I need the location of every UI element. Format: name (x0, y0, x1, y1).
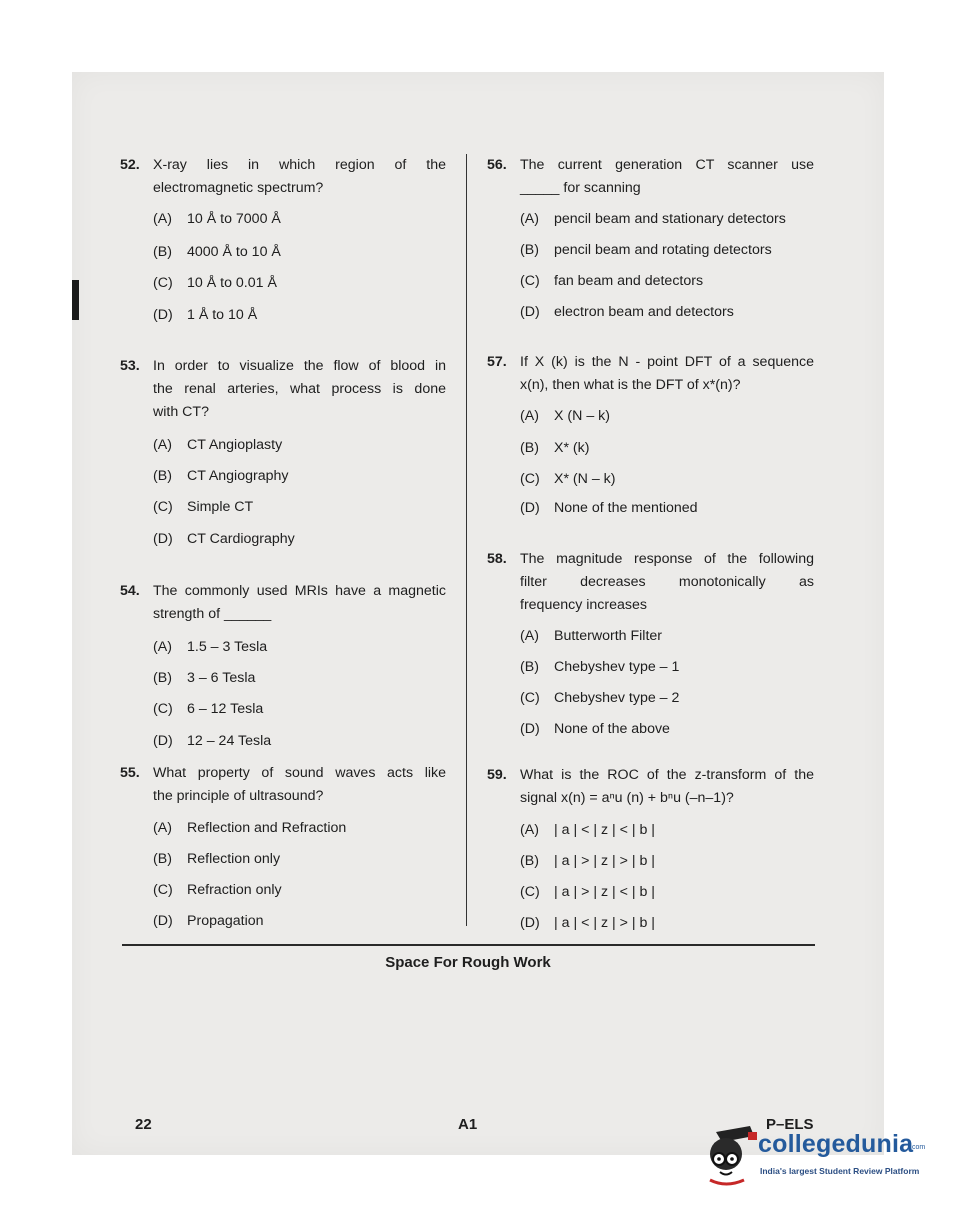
option-b: (B) pencil beam and rotating detectors (520, 242, 772, 258)
option-c: (C) | a | > | z | < | b | (520, 884, 655, 900)
option-a: (A) 10 Å to 7000 Å (153, 211, 281, 227)
option-a: (A) Butterworth Filter (520, 628, 663, 644)
question-line: frequency increases (520, 597, 647, 613)
option-c: (C) 10 Å to 0.01 Å (153, 275, 277, 291)
question-number: 55. (120, 765, 140, 781)
question-text (520, 351, 814, 397)
question-text (153, 580, 446, 626)
question-text (153, 355, 446, 424)
question-number: 58. (487, 551, 507, 567)
option-b: (B) X* (k) (520, 440, 590, 456)
bottom-rule (122, 944, 815, 946)
option-a: (A) | a | < | z | < | b | (520, 822, 655, 838)
question-text (153, 154, 446, 200)
question-line: the renal arteries, what process is done (153, 381, 446, 397)
rough-work-label: Space For Rough Work (385, 954, 551, 971)
question-number: 54. (120, 583, 140, 599)
option-b: (B) CT Angiography (153, 468, 289, 484)
question-line: signal x(n) = aⁿu (n) + bⁿu (–n–1)? (520, 790, 734, 806)
question-text (153, 762, 446, 808)
page-number: 22 (135, 1116, 152, 1133)
question-line: If X (k) is the N - point DFT of a sequence (520, 354, 814, 370)
question-line: What is the ROC of the z-transform of the (520, 767, 814, 783)
option-d: (D) None of the above (520, 721, 670, 737)
question-line: filter decreases monotonically as (520, 574, 814, 590)
option-a: (A) X (N – k) (520, 408, 610, 424)
option-a: (A) pencil beam and stationary detectors (520, 211, 786, 227)
option-c: (C) fan beam and detectors (520, 273, 704, 289)
option-b: (B) Chebyshev type – 1 (520, 659, 680, 675)
option-d: (D) 1 Å to 10 Å (153, 307, 258, 323)
collegedunia-logo (700, 1122, 930, 1192)
option-d: (D) CT Cardiography (153, 531, 295, 547)
option-a: (A) 1.5 – 3 Tesla (153, 639, 268, 655)
option-d: (D) None of the mentioned (520, 500, 698, 516)
question-line: with CT? (153, 404, 209, 420)
question-text (520, 764, 814, 810)
question-line: _____ for scanning (520, 180, 641, 196)
option-d: (D) | a | < | z | > | b | (520, 915, 655, 931)
paper-code: P–ELS (766, 1116, 814, 1133)
option-b: (B) 4000 Å to 10 Å (153, 244, 281, 260)
option-c: (C) Chebyshev type – 2 (520, 690, 680, 706)
question-line: strength of ______ (153, 606, 272, 622)
option-a: (A) Reflection and Refraction (153, 820, 347, 836)
option-b: (B) 3 – 6 Tesla (153, 670, 256, 686)
column-divider (466, 154, 467, 926)
question-number: 57. (487, 354, 507, 370)
option-d: (D) Propagation (153, 913, 264, 929)
question-number: 52. (120, 157, 140, 173)
option-c: (C) Simple CT (153, 499, 254, 515)
question-line: The magnitude response of the following (520, 551, 814, 567)
option-a: (A) CT Angioplasty (153, 437, 283, 453)
mascot-icon (700, 1122, 758, 1188)
logo-dotcom: .com (910, 1144, 926, 1151)
margin-mark (72, 280, 79, 320)
option-d: (D) 12 – 24 Tesla (153, 733, 272, 749)
question-number: 56. (487, 157, 507, 173)
question-line: What property of sound waves acts like (153, 765, 446, 781)
booklet-code: A1 (458, 1116, 478, 1133)
option-c: (C) Refraction only (153, 882, 282, 898)
option-d: (D) electron beam and detectors (520, 304, 734, 320)
question-number: 53. (120, 358, 140, 374)
question-line: In order to visualize the flow of blood in (153, 358, 446, 374)
question-number: 59. (487, 767, 507, 783)
question-line: X-ray lies in which region of the (153, 157, 446, 173)
logo-tagline: India's largest Student Review Platform (760, 1166, 920, 1176)
option-b: (B) | a | > | z | > | b | (520, 853, 655, 869)
question-line: x(n), then what is the DFT of x*(n)? (520, 377, 741, 393)
option-b: (B) Reflection only (153, 851, 281, 867)
question-line: The commonly used MRIs have a magnetic (153, 583, 446, 599)
option-c: (C) 6 – 12 Tesla (153, 701, 264, 717)
question-line: The current generation CT scanner use (520, 157, 814, 173)
question-line: electromagnetic spectrum? (153, 180, 324, 196)
question-line: the principle of ultrasound? (153, 788, 324, 804)
logo-brand: collegedunia (758, 1130, 914, 1158)
question-text (520, 548, 814, 617)
option-c: (C) X* (N – k) (520, 471, 616, 487)
question-text (520, 154, 814, 200)
